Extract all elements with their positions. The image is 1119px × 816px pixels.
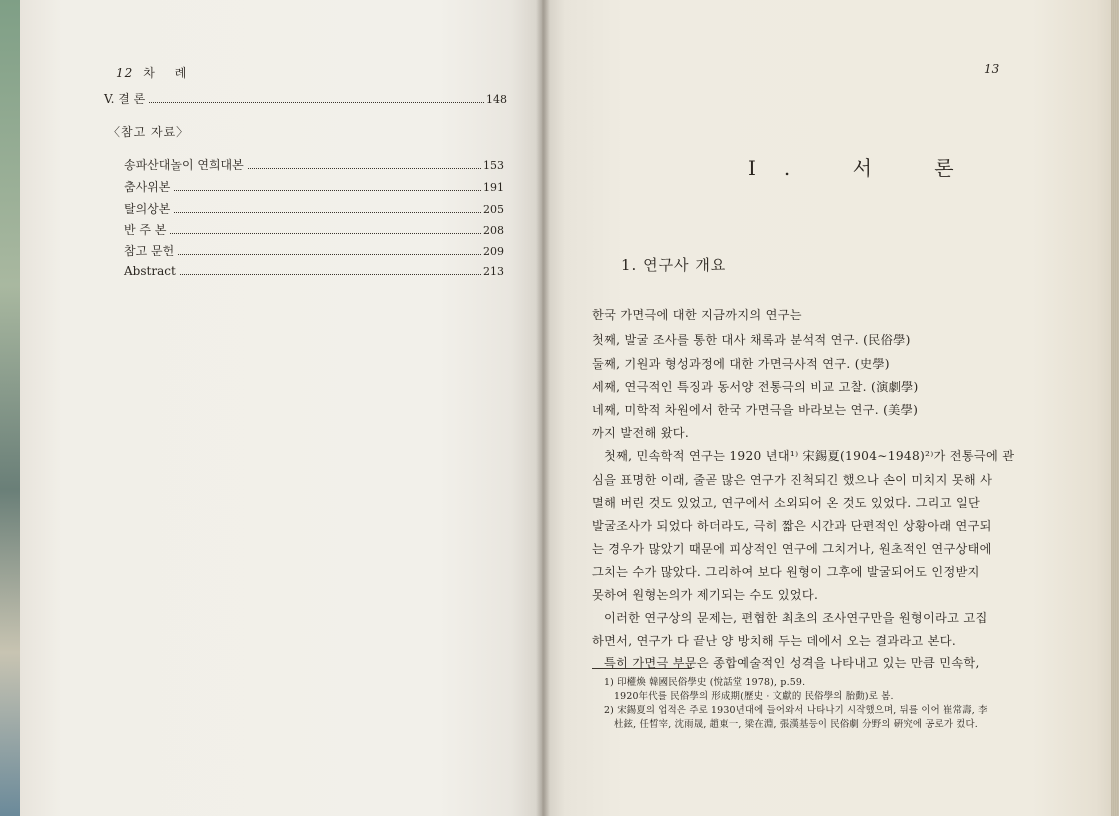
toc-entry-label: V. 결 론 (104, 92, 146, 106)
toc-entry-page: 191 (483, 181, 504, 194)
left-running-head (116, 64, 194, 81)
body-text-line: 세째, 연극적인 특징과 동서양 전통극의 비교 고찰. (演劇學) (592, 380, 919, 394)
toc-entry-page: 153 (483, 159, 504, 172)
chapter-title: Ⅰ. 서 론 (748, 156, 982, 180)
toc-entry-label: 참고 문헌 (124, 244, 175, 258)
toc-entry-appendix (124, 178, 504, 195)
toc-entry-label: Abstract (124, 264, 176, 278)
body-text-line: 멸해 버린 것도 있었고, 연구에서 소외되어 온 것도 있었다. 그리고 일단 (592, 496, 981, 510)
toc-entry-appendix (124, 221, 504, 238)
book-gutter (536, 0, 550, 816)
toc-entry-label: 춤사위본 (124, 180, 171, 194)
toc-entry-appendix (124, 200, 504, 217)
body-text-line: 하면서, 연구가 다 끝난 양 방치해 두는 데에서 오는 결과라고 본다. (592, 634, 956, 648)
running-head-title: 차 례 (143, 66, 195, 80)
adjacent-page-edge (0, 0, 20, 816)
footnote-line: 杜鉉, 任晳宰, 沈雨晟, 趙東一, 梁在淵, 張漢基등이 民俗劇 分野의 硏究에 공로가 컸다. (614, 719, 978, 730)
body-text-line: 첫째, 발굴 조사를 통한 대사 채록과 분석적 연구. (民俗學) (592, 333, 911, 347)
toc-dot-leader (174, 190, 481, 191)
footnote-rule (592, 668, 692, 669)
toc-dot-leader (149, 102, 484, 103)
toc-entry-page: 209 (483, 245, 504, 258)
toc-dot-leader (180, 274, 481, 275)
body-text-line: 둘째, 기원과 형성과정에 대한 가면극사적 연구. (史學) (592, 357, 890, 371)
section-title: 1. 연구사 개요 (621, 256, 727, 274)
body-text-line: 이러한 연구상의 문제는, 편협한 최초의 조사연구만을 원형이라고 고집 (604, 611, 988, 625)
right-page-number: 13 (984, 62, 1000, 76)
body-text-line: 한국 가면극에 대한 지금까지의 연구는 (592, 308, 802, 322)
toc-entry-page: 213 (483, 265, 504, 278)
toc-dot-leader (248, 168, 481, 169)
body-text-line: 네째, 미학적 차원에서 한국 가면극을 바라보는 연구. (美學) (592, 403, 919, 417)
body-text-line: 첫째, 민속학적 연구는 1920 년대¹⁾ 宋錫夏(1904∼1948)²⁾가 전통극에 관 (604, 449, 1015, 463)
toc-entry-appendix (124, 264, 504, 278)
toc-entry-label: 탈의상본 (124, 202, 171, 216)
toc-dot-leader (178, 254, 481, 255)
toc-entry-label: 반 주 본 (124, 223, 167, 237)
toc-entry-conclusion (104, 90, 507, 107)
toc-entry-label: 송파산대놀이 연희대본 (124, 158, 244, 172)
footnote-line: 2) 宋錫夏의 업적은 주로 1930년대에 들어와서 나타나기 시작했으며, 뒤를 이어 崔常壽, 李 (604, 705, 988, 716)
body-text-line: 특히 가면극 부문은 종합예술적인 성격을 나타내고 있는 만큼 민속학, (604, 656, 980, 670)
body-text-line: 심을 표명한 이래, 줄곧 많은 연구가 진척되긴 했으나 손이 미치지 못해 사 (592, 473, 993, 487)
toc-entry-appendix (124, 242, 504, 259)
body-text-line: 그치는 수가 많았다. 그리하여 보다 원형이 그후에 발굴되어도 인정받지 (592, 565, 980, 579)
footnote-line: 1920年代를 民俗學의 形成期(歷史 · 文獻的 民俗學의 胎動)로 봄. (614, 691, 894, 702)
body-text-line: 못하여 원형논의가 제기되는 수도 있었다. (592, 588, 819, 602)
left-page (20, 0, 542, 816)
footnote-line: 1) 印權煥 韓國民俗學史 (悅話堂 1978), p.59. (604, 677, 806, 688)
body-text-line: 까지 발전해 왔다. (592, 426, 690, 440)
toc-dot-leader (170, 233, 481, 234)
left-page-number: 12 (116, 66, 134, 80)
toc-entry-appendix (124, 156, 504, 173)
page-stack-edge (1111, 0, 1119, 816)
toc-entry-page: 148 (486, 93, 507, 106)
appendix-heading: 〈참고 자료〉 (108, 125, 190, 139)
toc-dot-leader (174, 212, 481, 213)
body-text-line: 발굴조사가 되었다 하더라도, 극히 짧은 시간과 단편적인 상황아래 연구되 (592, 519, 992, 533)
body-text-line: 는 경우가 많았기 때문에 피상적인 연구에 그치거나, 원초적인 연구상태에 (592, 542, 992, 556)
toc-entry-page: 205 (483, 203, 504, 216)
toc-entry-page: 208 (483, 224, 504, 237)
